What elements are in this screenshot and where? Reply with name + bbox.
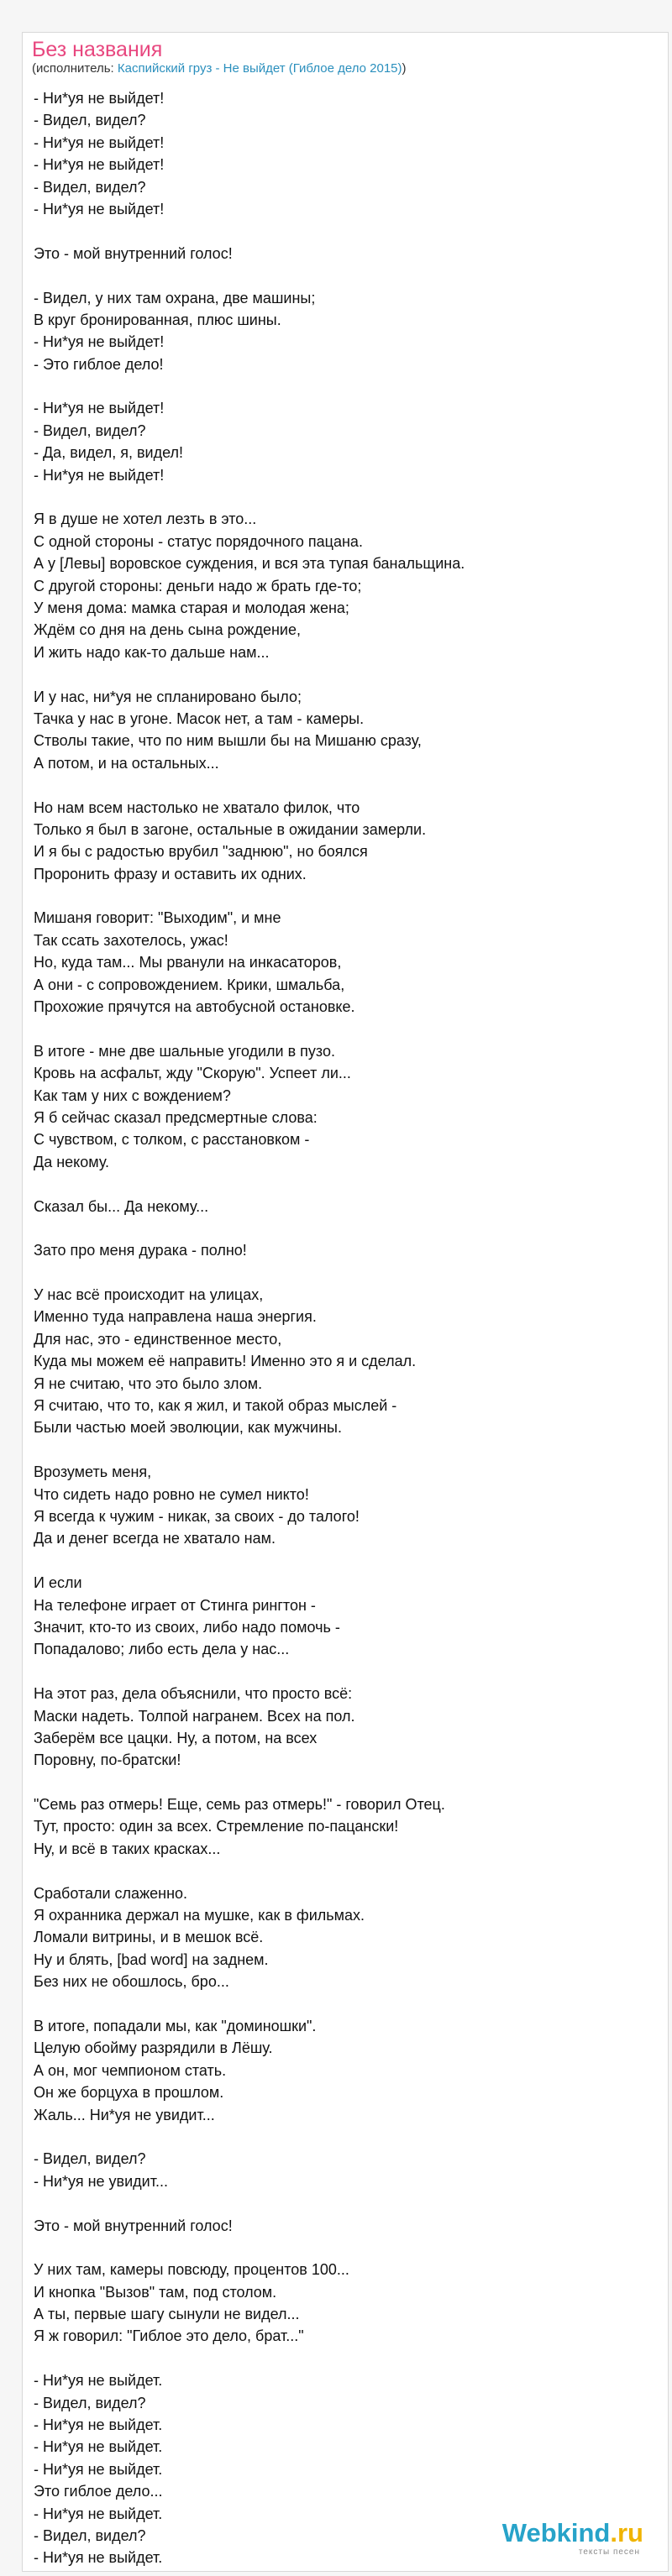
lyric-line: Только я был в загоне, остальные в ожидании замерли. [34,820,427,838]
lyric-line: Так ссать захотелось, ужас! [34,931,228,949]
lyric-line: - Ни*уя не выйдет! [34,134,165,151]
lyric-line: Он же борцуха в прошлом. [34,2084,224,2102]
lyric-line: И жить надо как-то дальше нам... [34,643,270,661]
lyric-line: - Видел, видел? [34,2150,146,2168]
lyric-line: Были частью моей эволюции, как мужчины. [34,1419,342,1437]
lyric-line: С одной стороны - статус порядочного пацана. [34,532,363,550]
lyric-blank-line [34,1262,655,1284]
lyric-line: Я в душе не хотел лезть в это... [34,510,257,528]
lyric-line: Ждём со дня на день сына рождение, [34,621,301,639]
lyric-line: Я ж говорил: "Гиблое это дело, брат..." [34,2327,304,2345]
lyric-line: У нас всё происходит на улицах, [34,1286,264,1304]
lyric-blank-line [34,1217,655,1239]
lyric-line: У них там, камеры повсюду, процентов 100... [34,2261,349,2279]
lyrics-text [34,87,655,2569]
lyric-line: И кнопка "Вызов" там, под столом. [34,2283,277,2301]
lyric-line: Жаль... Ни*уя не увидит... [34,2106,215,2123]
lyric-blank-line [34,663,655,685]
lyric-line: Врозуметь меня, [34,1463,152,1481]
lyric-blank-line [34,1860,655,1882]
lyric-blank-line [34,1018,655,1039]
credit-suffix: ) [402,61,407,76]
lyric-line: Да некому. [34,1153,110,1170]
lyric-blank-line [34,1661,655,1683]
credit-prefix: (исполнитель: [32,61,118,76]
lyric-blank-line [34,2192,655,2214]
lyric-line: Это - мой внутренний голос! [34,244,233,262]
lyric-line: Для нас, это - единственное место, [34,1330,282,1348]
lyric-line: - Ни*уя не выйдет. [34,2372,163,2390]
lyric-line: Прохожие прячутся на автобусной остановке. [34,998,355,1016]
lyric-line: Попадалово; либо есть дела у нас... [34,1641,290,1658]
lyric-blank-line [34,2126,655,2148]
lyric-line: - Да, видел, я, видел! [34,444,184,462]
lyric-line: Тут, просто: один за всех. Стремление по-пацански! [34,1818,399,1835]
logo-name: Webkind [501,2518,611,2547]
lyric-line: Тачка у нас в угоне. Масок нет, а там - камеры. [34,709,365,727]
lyric-line: Но, куда там... Мы рванули на инкасаторов, [34,954,342,971]
lyric-line: - Видел, видел? [34,112,146,129]
lyric-line: - Ни*уя не выйдет! [34,466,165,484]
lyric-line: И у нас, ни*уя не спланировано было; [34,688,302,705]
lyric-line: Куда мы можем её направить! Именно это я и сделал. [34,1353,417,1370]
lyric-line: Именно туда направлена наша энергия. [34,1308,317,1326]
lyric-line: - Видел, видел? [34,2526,146,2544]
lyric-line: У меня дома: мамка старая и молодая жена; [34,599,349,616]
lyric-blank-line [34,2348,655,2369]
lyric-blank-line [34,885,655,907]
artist-credit [32,61,407,76]
page-title: Без названия [32,38,163,61]
lyric-line: - Ни*уя не выйдет. [34,2549,163,2567]
lyric-line: Ну и блять, [bad word] на заднем. [34,1950,269,1968]
lyric-line: Заберём все цацки. Ну, а потом, на всех [34,1729,318,1746]
lyric-line: С чувством, с толком, с расстановком - [34,1131,310,1149]
lyric-line: А они - с сопровождением. Крики, шмальба, [34,976,345,993]
lyric-line: Стволы такие, что по ним вышли бы на Мишаню сразу, [34,732,422,750]
lyric-line: Значит, кто-то из своих, либо надо помочь - [34,1618,340,1636]
lyric-line: А потом, и на остальных... [34,754,219,772]
lyric-line: На телефоне играет от Стинга рингтон - [34,1596,316,1614]
lyric-line: Ломали витрины, и в мешок всё. [34,1929,264,1946]
lyric-line: Зато про меня дурака - полно! [34,1242,247,1259]
lyric-line: - Ни*уя не выйдет! [34,200,165,217]
lyric-line: - Ни*уя не увидит... [34,2172,168,2190]
lyric-blank-line [34,220,655,242]
webkind-logo[interactable] [502,2520,643,2558]
lyric-line: - Ни*уя не выйдет! [34,156,165,174]
lyric-line: В итоге, попадали мы, как "доминошки". [34,2017,317,2034]
lyric-line: Да и денег всегда не хватало нам. [34,1530,276,1547]
lyric-line: - Это гиблое дело! [34,355,164,373]
lyric-line: В круг бронированная, плюс шины. [34,311,281,328]
lyric-line: Ну, и всё в таких красках... [34,1840,221,1857]
lyric-line: - Видел, видел? [34,2394,146,2411]
lyric-blank-line [34,486,655,508]
lyric-blank-line [34,1993,655,2015]
lyric-line: - Ни*уя не выйдет. [34,2505,163,2522]
lyric-blank-line [34,2237,655,2259]
lyric-line: Сказал бы... Да некому... [34,1197,209,1215]
lyric-line: И я бы с радостью врубил "заднюю", но боялся [34,843,368,861]
lyric-line: - Ни*уя не выйдет! [34,90,165,107]
lyric-line: Это - мой внутренний голос! [34,2217,233,2234]
logo-tld: .ru [610,2518,643,2547]
lyric-blank-line [34,264,655,286]
lyric-line: - Ни*уя не выйдет. [34,2416,163,2434]
lyric-line: Я охранника держал на мушке, как в фильмах. [34,1907,365,1924]
lyric-line: - Видел, видел? [34,421,146,439]
lyric-line: Я не считаю, что это было злом. [34,1374,263,1392]
lyric-line: Как там у них с вождением? [34,1086,231,1104]
lyric-line: - Видел, у них там охрана, две машины; [34,289,316,306]
lyric-blank-line [34,1439,655,1461]
lyric-line: Я считаю, что то, как я жил, и такой образ мыслей - [34,1397,397,1415]
lyric-line: Проронить фразу и оставить их одних. [34,865,307,882]
lyric-blank-line [34,1173,655,1195]
lyric-blank-line [34,774,655,796]
lyric-line: Я всегда к чужим - никак, за своих - до талого! [34,1508,360,1525]
lyric-line: А он, мог чемпионом стать. [34,2061,227,2079]
lyric-line: На этот раз, дела объяснили, что просто всё: [34,1685,353,1703]
lyric-line: Поровну, по-братски! [34,1751,181,1769]
lyric-line: С другой стороны: деньги надо ж брать где-то; [34,577,362,594]
lyric-line: "Семь раз отмерь! Еще, семь раз отмерь!" - говорил Отец. [34,1796,445,1814]
lyric-line: Целую обойму разрядили в Лёшу. [34,2039,273,2057]
lyric-line: - Ни*уя не выйдет. [34,2460,163,2478]
lyric-line: - Ни*уя не выйдет. [34,2438,163,2456]
lyric-blank-line [34,375,655,397]
lyric-line: Без них не обошлось, бро... [34,1973,229,1991]
lyric-line: Что сидеть надо ровно не сумел никто! [34,1485,309,1503]
lyric-line: Кровь на асфальт, жду "Скорую". Успеет ли... [34,1065,351,1082]
lyric-line: Сработали слаженно. [34,1884,188,1902]
lyric-line: А ты, первые шагу сынули не видел... [34,2306,300,2323]
lyric-line: Но нам всем настолько не хватало филок, что [34,798,360,816]
lyric-line: И если [34,1574,82,1592]
lyric-line: - Ни*уя не выйдет! [34,400,165,417]
artist-song-link[interactable]: Каспийский груз - Не выйдет (Гиблое дело 2015) [117,61,402,76]
lyric-line: В итоге - мне две шальные угодили в пузо. [34,1042,335,1060]
lyric-line: А у [Левы] воровское суждения, и вся эта тупая банальщина. [34,555,465,573]
lyric-blank-line [34,1550,655,1572]
lyric-line: Я б сейчас сказал предсмертные слова: [34,1108,318,1126]
lyric-line: Мишаня говорит: "Выходим", и мне [34,909,281,927]
lyric-line: - Ни*уя не выйдет! [34,333,165,351]
logo-tagline: тексты песен [578,2547,640,2557]
lyric-line: Маски надеть. Толпой награнем. Всех на пол. [34,1707,355,1725]
lyric-line: Это гиблое дело... [34,2483,163,2500]
lyric-blank-line [34,1772,655,1793]
logo-wordmark [502,2520,643,2547]
lyric-line: - Видел, видел? [34,178,146,196]
